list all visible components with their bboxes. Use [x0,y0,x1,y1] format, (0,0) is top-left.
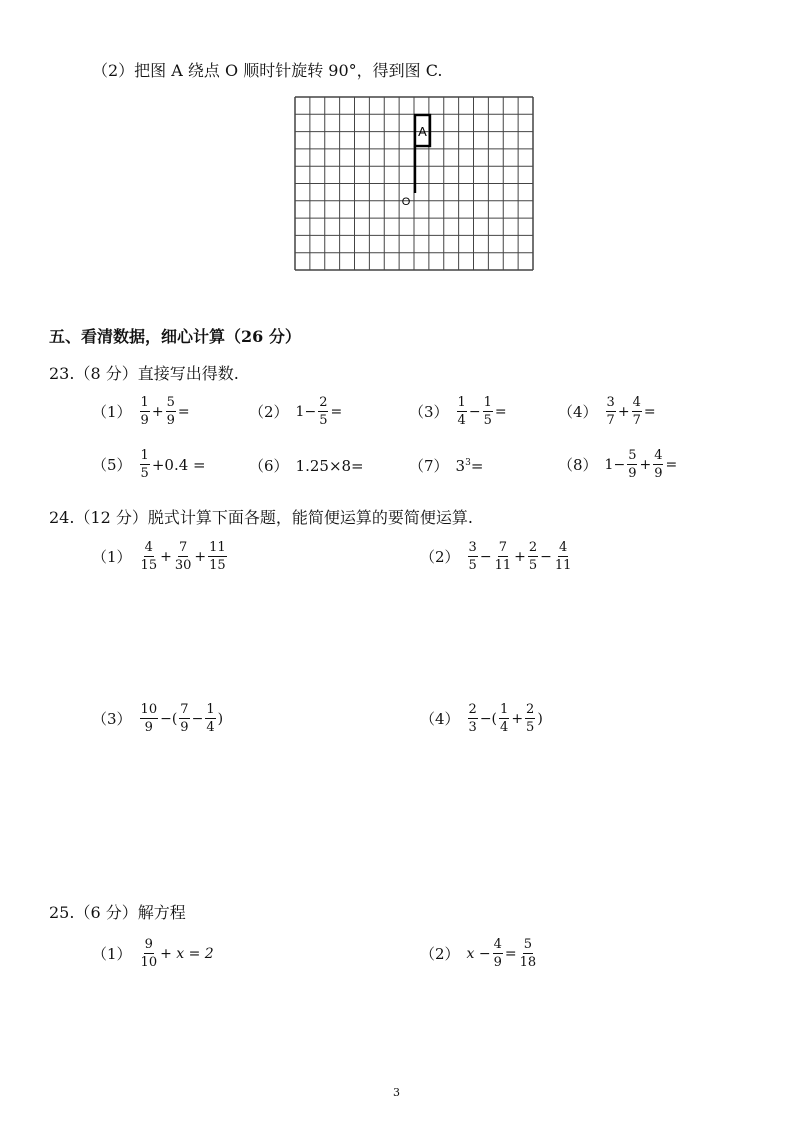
q23-item-1: （1） $\frac{1}{9}$ + $\frac{5}{9}$ = [92,395,190,428]
q23-item-4: （4） $\frac{3}{7}$ + $\frac{4}{7}$ = [558,395,656,428]
q23-item-5: （5） $\frac{1}{5}$ +0.4 = [92,448,206,481]
q23-item-8: （8） 1− $\frac{5}{9}$ + $\frac{4}{9}$ = [558,448,678,481]
q23-item-7: （7） $3^3=$ [409,456,484,475]
q23-item-2: （2） 1− $\frac{2}{5}$ = [249,395,343,428]
q23-item-3: （3） $\frac{1}{4}$ − $\frac{1}{5}$ = [409,395,507,428]
q24-item-3: （3） $\frac{10}{9}$ −( $\frac{7}{9}$ − $\frac{1}{4}$ ) [92,702,224,735]
question-23-title: 23.（8 分）直接写出得数. [49,364,239,383]
rotation-grid [290,92,540,276]
question-22-part-2: （2）把图 A 绕点 O 顺时针旋转 90°，得到图 C. [92,61,443,80]
section-title: 五、看清数据，细心计算（26 分） [49,327,301,346]
page-number: 3 [393,1086,400,1099]
point-o-label: O [401,196,411,208]
q24-item-4: （4） $\frac{2}{3}$ −( $\frac{1}{4}$ + $\frac{2}{5}$ ) [420,702,543,735]
question-24-title: 24.（12 分）脱式计算下面各题，能简便运算的要简便运算. [49,508,473,527]
q23-item-6: （6） 1.25×8= [249,456,364,475]
q25-item-2: （2） x − $\frac{4}{9}$ = $\frac{5}{18}$ [420,937,537,970]
question-25-title: 25.（6 分）解方程 [49,903,186,922]
q25-item-1: （1） $\frac{9}{10}$ + x = 2 [92,937,214,970]
q24-item-2: （2） $\frac{3}{5}$ − $\frac{7}{11}$ + $\frac{2}{5}$ − $\frac{4}{11}$ [420,540,572,573]
q24-item-1: （1） $\frac{4}{15}$ + $\frac{7}{30}$ + $\frac{11}{15}$ [92,540,226,573]
figure-a-label: A [418,124,427,139]
